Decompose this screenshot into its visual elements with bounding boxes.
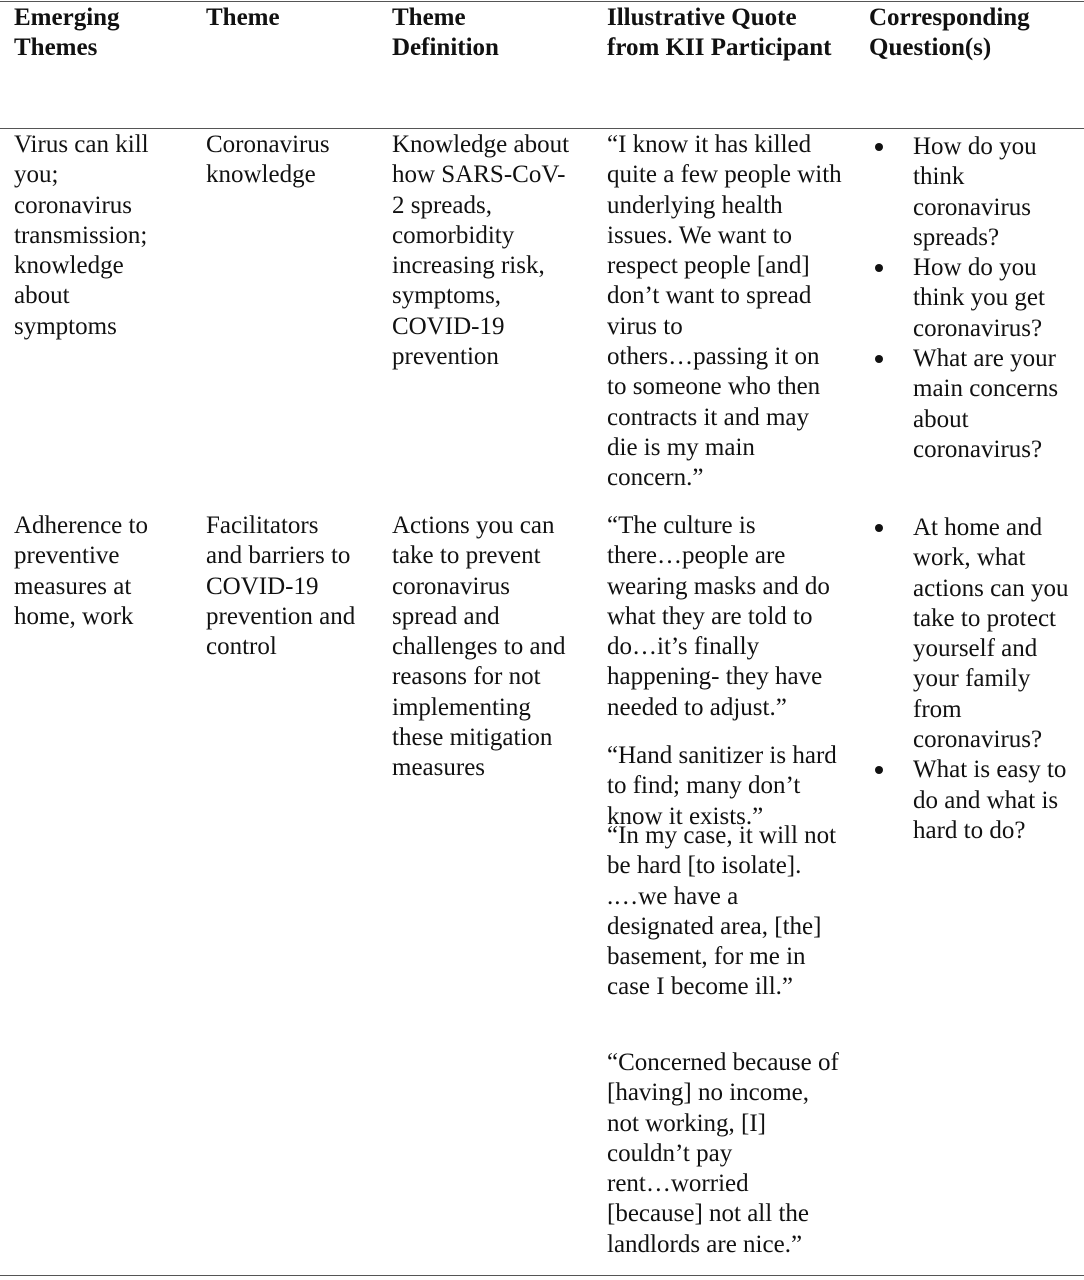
row2-theme: Facilitators and barriers to COVID-19 prevention and control bbox=[206, 512, 356, 661]
header-corresponding-questions: Corresponding Question(s) bbox=[869, 4, 1030, 62]
row1-questions-list bbox=[869, 132, 1081, 465]
bullet-icon bbox=[875, 264, 883, 272]
row1-theme-definition: Knowledge about how SARS-CoV- 2 spreads, comorbidity increasing risk, symptoms, COVID-19 prevention bbox=[392, 131, 570, 371]
header-emerging-themes: Emerging Themes bbox=[14, 4, 120, 62]
question-item: What is easy to do and what is hard to do? bbox=[869, 755, 1081, 846]
question-item: What are your main concerns about coronavirus? bbox=[869, 344, 1081, 465]
bullet-icon bbox=[875, 766, 883, 774]
table-top-rule bbox=[0, 1, 1084, 2]
row2-questions-list bbox=[869, 513, 1081, 846]
row2-quote-1: “The culture is there…people are wearing masks and do what they are told to do…it’s finally happening- they have needed to adjust.” bbox=[607, 512, 830, 721]
row2-quote-2: “Hand sanitizer is hard to find; many don’t know it exists.” bbox=[607, 742, 837, 830]
row2-quote-4: “Concerned because of [having] no income, not working, [I] couldn’t pay rent…worried [because] not all the landlords are nice.” bbox=[607, 1049, 839, 1258]
row1-emerging-theme: Virus can kill you; coronavirus transmission; knowledge about symptoms bbox=[14, 131, 149, 340]
bullet-icon bbox=[875, 524, 883, 532]
header-theme-definition: Theme Definition bbox=[392, 4, 499, 62]
question-item: How do you think coronavirus spreads? bbox=[869, 132, 1081, 253]
bullet-icon bbox=[875, 355, 883, 363]
row1-theme: Coronavirus knowledge bbox=[206, 131, 330, 189]
question-item: At home and work, what actions can you take to protect yourself and your family from coronavirus? bbox=[869, 513, 1081, 755]
row2-quote-3: “In my case, it will not be hard [to isolate]. .…we have a designated area, [the] basement, for me in case I become ill.” bbox=[607, 822, 837, 1001]
table-bottom-rule bbox=[0, 1275, 1084, 1276]
header-theme: Theme bbox=[206, 4, 280, 31]
header-illustrative-quote: Illustrative Quote from KII Participant bbox=[607, 4, 832, 62]
row2-emerging-theme: Adherence to preventive measures at home, work bbox=[14, 512, 148, 630]
row2-theme-definition: Actions you can take to prevent coronavirus spread and challenges to and reasons for not implementing these mitigation measures bbox=[392, 512, 566, 782]
bullet-icon bbox=[875, 143, 883, 151]
question-item: How do you think you get coronavirus? bbox=[869, 253, 1081, 344]
row1-quote: “I know it has killed quite a few people with underlying health issues. We want to respect people [and] don’t want to spread virus to others…passing it on to someone who then contracts it and may die is my main concern.” bbox=[607, 131, 842, 492]
header-bottom-rule bbox=[0, 128, 1084, 129]
